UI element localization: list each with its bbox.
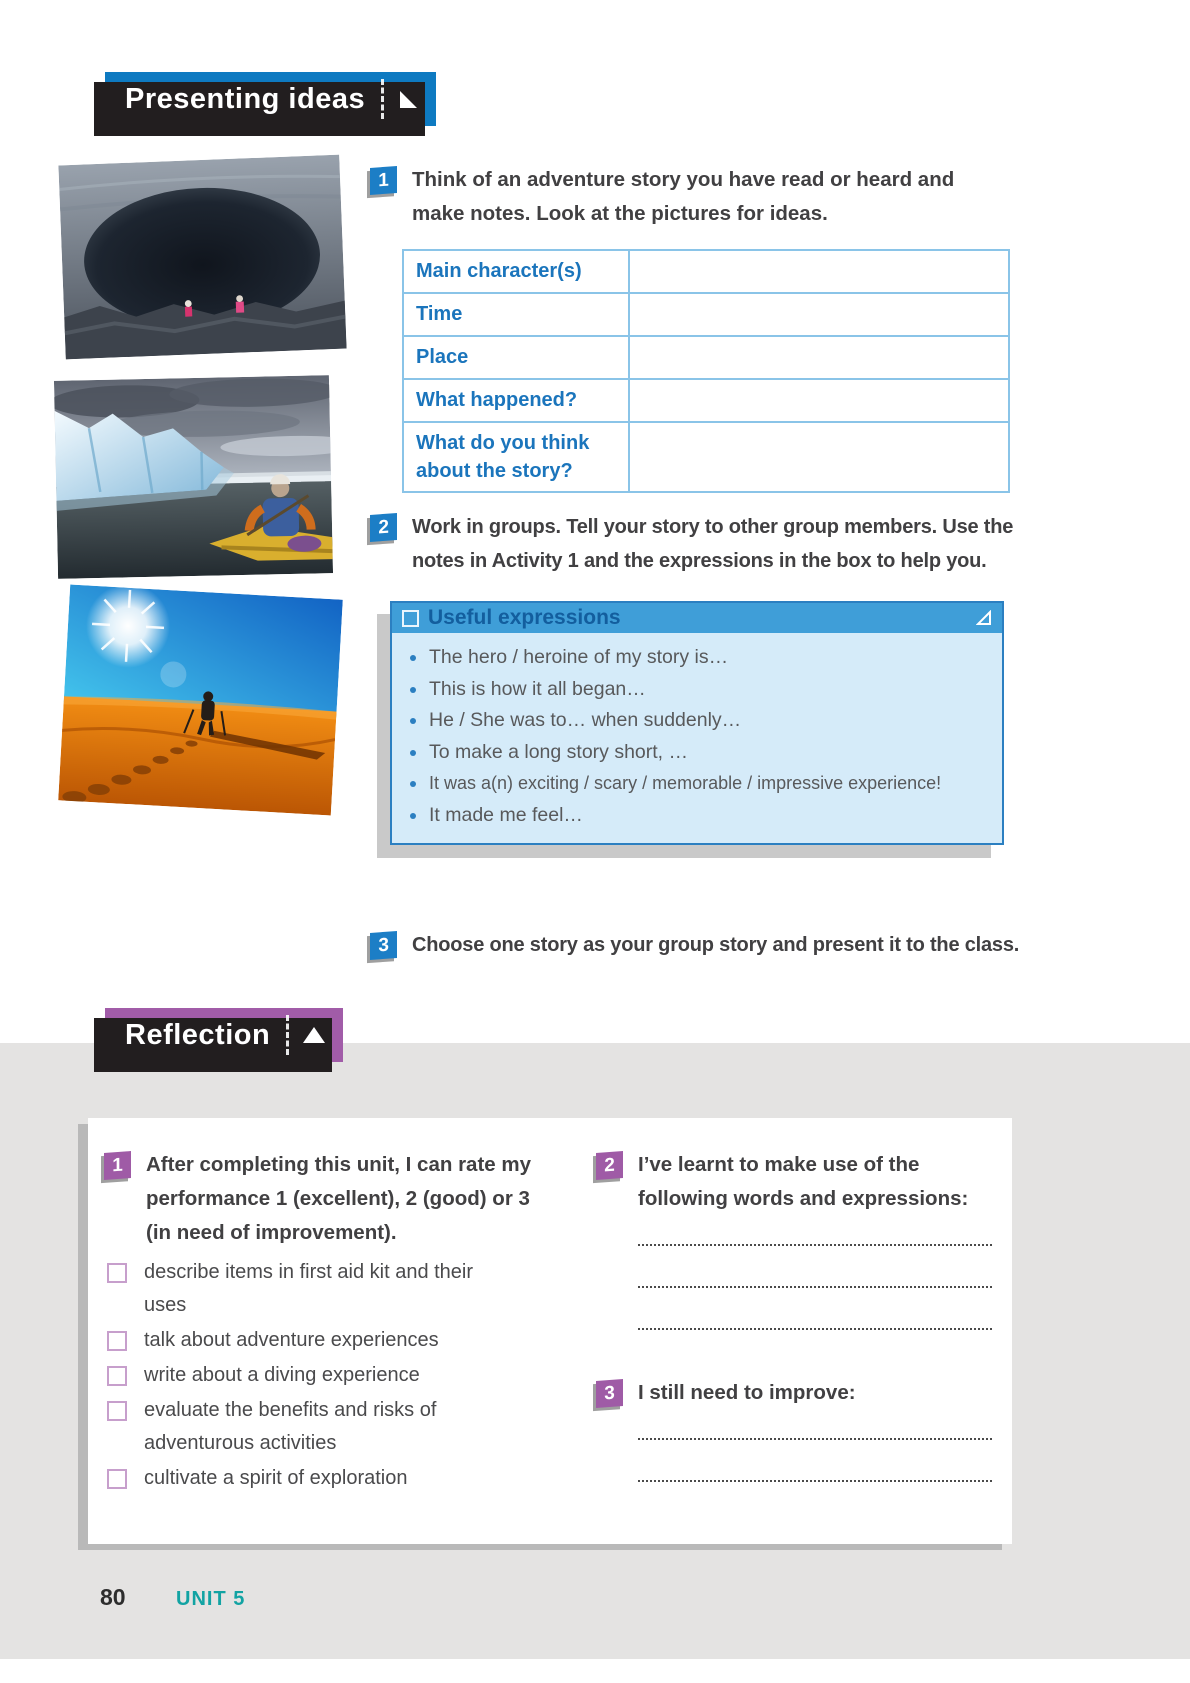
story-notes-table bbox=[402, 249, 1010, 493]
activity-1-instruction: Think of an adventure story you have read or heard and make notes. Look at the pictures for ideas. bbox=[412, 168, 955, 225]
reflection-item-1-text: After completing this unit, I can rate my performance 1 (excellent), 2 (good) or 3 (in need of improvement). bbox=[146, 1153, 532, 1244]
flag-triangle-icon bbox=[396, 87, 420, 111]
checklist-item: talk about adventure experiences bbox=[104, 1324, 582, 1357]
reflection-banner bbox=[105, 1008, 343, 1062]
checklist-item: describe items in first aid kit and their uses bbox=[104, 1256, 582, 1322]
write-in-line bbox=[638, 1438, 992, 1440]
checkbox[interactable] bbox=[107, 1331, 127, 1351]
table-fill-in-cell[interactable] bbox=[630, 251, 1008, 292]
activity-3 bbox=[370, 928, 1050, 962]
table-label-time: Time bbox=[404, 294, 630, 335]
write-in-line bbox=[638, 1286, 992, 1288]
cave-photo bbox=[58, 155, 346, 360]
activity-1 bbox=[370, 163, 1010, 231]
table-fill-in-cell[interactable] bbox=[630, 380, 1008, 421]
checkbox[interactable] bbox=[107, 1401, 127, 1421]
checklist-item: write about a diving experience bbox=[104, 1359, 582, 1392]
table-label-what-happened: What happened? bbox=[404, 380, 630, 421]
activity-3-instruction: Choose one story as your group story and present it to the class. bbox=[412, 934, 1020, 956]
table-fill-in-cell[interactable] bbox=[630, 294, 1008, 335]
bullet-dot-icon bbox=[410, 750, 416, 756]
checklist-item: evaluate the benefits and risks of adventurous activities bbox=[104, 1394, 582, 1460]
reflection-item-3 bbox=[596, 1376, 996, 1410]
square-bullet-icon bbox=[402, 610, 419, 627]
iceberg-kayak-photo bbox=[54, 375, 333, 579]
bullet-dot-icon bbox=[410, 813, 416, 819]
table-row bbox=[404, 294, 1008, 337]
checkbox[interactable] bbox=[107, 1469, 127, 1489]
banner-dashed-divider bbox=[381, 79, 384, 119]
table-fill-in-cell[interactable] bbox=[630, 337, 1008, 378]
reflection-item-1-badge: 1 bbox=[104, 1151, 131, 1180]
reflection-item-1 bbox=[104, 1148, 582, 1250]
reflection-right-column bbox=[582, 1148, 996, 1544]
reflection-item-2-badge: 2 bbox=[596, 1151, 623, 1180]
page-number: 80 bbox=[100, 1584, 126, 1610]
presenting-ideas-title: Presenting ideas bbox=[125, 82, 366, 115]
reflection-item-2-text: I’ve learnt to make use of the following words and expressions: bbox=[638, 1153, 969, 1210]
activity-2 bbox=[370, 510, 1018, 578]
activity-1-number-badge: 1 bbox=[370, 166, 397, 195]
bullet-dot-icon bbox=[410, 655, 416, 661]
activity-3-number-badge: 3 bbox=[370, 931, 397, 960]
useful-expressions-box bbox=[390, 601, 1004, 845]
desert-trek-photo bbox=[58, 585, 343, 816]
checklist-item: cultivate a spirit of exploration bbox=[104, 1462, 582, 1495]
expression-item: It was a(n) exciting / scary / memorable / impressive experience! bbox=[406, 768, 984, 800]
reflection-item-2 bbox=[596, 1148, 996, 1216]
expression-item: This is how it all began… bbox=[406, 674, 984, 706]
self-rating-checklist bbox=[104, 1256, 582, 1495]
reflection-card bbox=[88, 1118, 1012, 1544]
checkbox[interactable] bbox=[107, 1263, 127, 1283]
reflection-title: Reflection bbox=[125, 1018, 271, 1051]
table-row bbox=[404, 251, 1008, 294]
table-row bbox=[404, 337, 1008, 380]
write-in-line bbox=[638, 1480, 992, 1482]
useful-expressions-header bbox=[392, 603, 1002, 633]
expression-item: To make a long story short, … bbox=[406, 737, 984, 769]
banner-dashed-divider bbox=[286, 1015, 289, 1055]
write-in-line bbox=[638, 1328, 992, 1330]
expression-item: It made me feel… bbox=[406, 800, 984, 832]
table-row bbox=[404, 423, 1008, 493]
expression-item: The hero / heroine of my story is… bbox=[406, 642, 984, 674]
reflection-left-column bbox=[104, 1148, 582, 1544]
useful-expressions-title: Useful expressions bbox=[428, 606, 621, 629]
table-fill-in-cell[interactable] bbox=[630, 423, 1008, 491]
table-label-opinion: What do you think about the story? bbox=[404, 423, 630, 491]
unit-label: UNIT 5 bbox=[176, 1588, 246, 1610]
expression-item: He / She was to… when suddenly… bbox=[406, 705, 984, 737]
table-label-main-characters: Main character(s) bbox=[404, 251, 630, 292]
table-label-place: Place bbox=[404, 337, 630, 378]
bullet-dot-icon bbox=[410, 781, 416, 787]
activity-2-number-badge: 2 bbox=[370, 513, 397, 542]
triangle-up-icon bbox=[301, 1024, 327, 1046]
bullet-dot-icon bbox=[410, 687, 416, 693]
reflection-item-3-text: I still need to improve: bbox=[638, 1381, 856, 1404]
reflection-item-3-badge: 3 bbox=[596, 1379, 623, 1408]
write-in-line bbox=[638, 1244, 992, 1246]
presenting-ideas-banner bbox=[105, 72, 436, 126]
table-row bbox=[404, 380, 1008, 423]
corner-triangle-icon bbox=[976, 610, 992, 626]
activity-2-instruction: Work in groups. Tell your story to other group members. Use the notes in Activity 1 and the expressions in the box to help you. bbox=[412, 516, 1014, 572]
checkbox[interactable] bbox=[107, 1366, 127, 1386]
bullet-dot-icon bbox=[410, 718, 416, 724]
